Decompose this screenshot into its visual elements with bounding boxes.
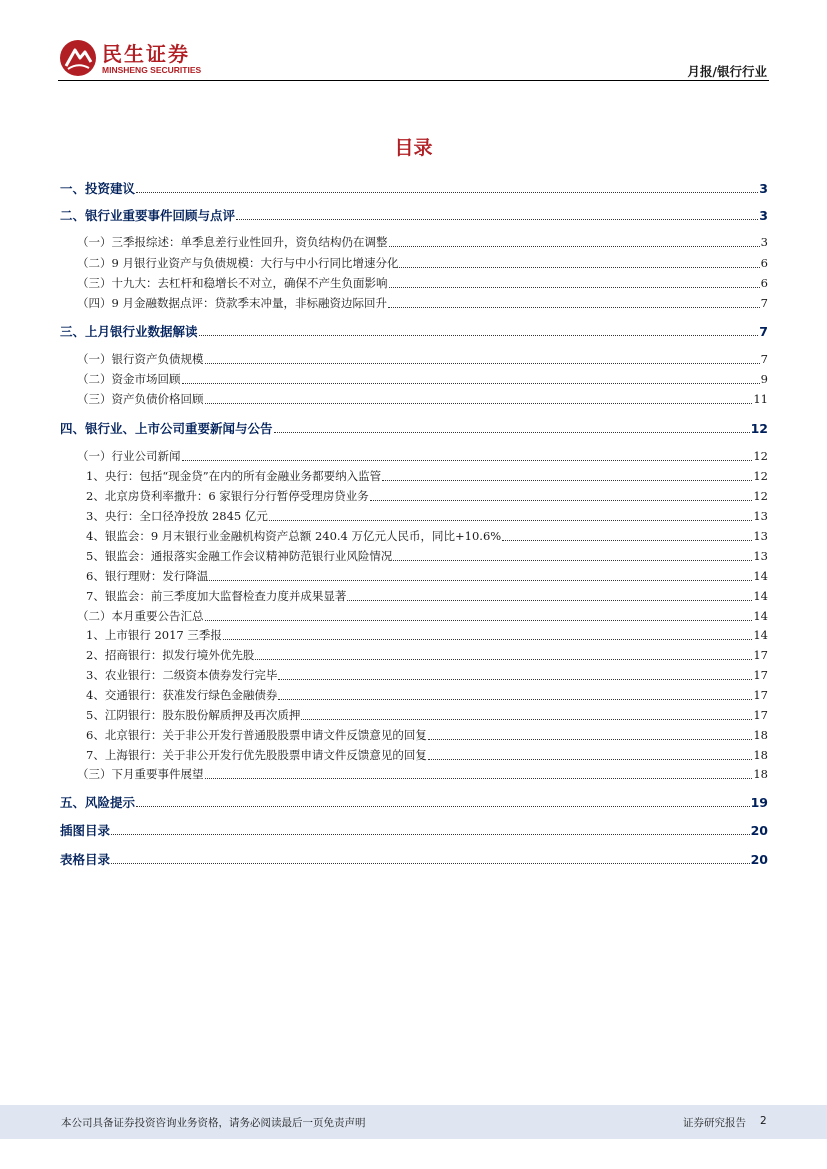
toc-entry-title: 五、风险提示 xyxy=(60,795,136,810)
toc-leader-dots xyxy=(255,659,752,660)
toc-leader-dots xyxy=(502,540,752,541)
toc-entry[interactable] xyxy=(60,324,768,339)
toc-leader-dots xyxy=(236,219,758,220)
toc-entry-page: 11 xyxy=(753,392,768,406)
toc-entry-page: 14 xyxy=(753,628,768,642)
toc-entry[interactable] xyxy=(60,748,768,763)
page-number: 2 xyxy=(760,1115,767,1127)
toc-entry[interactable] xyxy=(60,489,768,504)
brand-name-en: MINSHENG SECURITIES xyxy=(102,65,202,75)
toc-entry-page: 14 xyxy=(753,589,768,603)
toc-entry-title: 6、银行理财：发行降温 xyxy=(86,569,209,583)
toc-leader-dots xyxy=(301,719,752,720)
toc-entry-title: （二）资金市场回顾 xyxy=(77,372,181,386)
toc-entry-page: 17 xyxy=(753,668,768,682)
toc-entry-page: 17 xyxy=(753,708,768,722)
toc-leader-dots xyxy=(199,335,759,336)
toc-entry[interactable] xyxy=(60,823,768,838)
toc-entry-title: 7、上海银行：关于非公开发行优先股股票申请文件反馈意见的回复 xyxy=(86,748,427,762)
toc-entry-page: 20 xyxy=(750,823,768,838)
toc-entry[interactable] xyxy=(60,609,768,624)
toc-entry-page: 14 xyxy=(753,609,768,623)
footer-report-label: 证券研究报告 xyxy=(683,1117,746,1129)
toc-entry[interactable] xyxy=(60,421,768,436)
toc-entry-page: 7 xyxy=(760,352,768,366)
toc-entry[interactable] xyxy=(60,648,768,663)
toc-entry-title: 2、北京房贷利率撒升：6 家银行分行暂停受理房贷业务 xyxy=(86,489,369,503)
toc-entry[interactable] xyxy=(60,372,768,387)
toc-entry-page: 3 xyxy=(759,181,768,196)
toc-leader-dots xyxy=(382,480,752,481)
toc-entry[interactable] xyxy=(60,549,768,564)
toc-entry-title: 4、交通银行：获准发行绿色金融债券 xyxy=(86,688,278,702)
toc-leader-dots xyxy=(274,432,750,433)
toc-leader-dots xyxy=(209,580,752,581)
toc-entry-title: 2、招商银行：拟发行境外优先股 xyxy=(86,648,255,662)
toc-entry-page: 13 xyxy=(753,549,768,563)
toc-leader-dots xyxy=(182,460,753,461)
toc-entry[interactable] xyxy=(60,708,768,723)
header-divider xyxy=(58,80,769,81)
toc-leader-dots xyxy=(205,403,753,404)
toc-entry-title: 1、央行：包括“现金贷”在内的所有金融业务都要纳入监管 xyxy=(86,469,382,483)
toc-entry-page: 3 xyxy=(759,208,768,223)
toc-entry-title: 5、银监会：通报落实金融工作会议精神防范银行业风险情况 xyxy=(86,549,393,563)
toc-entry-page: 7 xyxy=(760,296,768,310)
toc-entry-title: （一）三季报综述：单季息差行业性回升，资负结构仍在调整 xyxy=(77,235,388,249)
toc-entry[interactable] xyxy=(60,296,768,311)
toc-entry-title: （三）资产负债价格回顾 xyxy=(77,392,204,406)
toc-leader-dots xyxy=(182,383,760,384)
toc-entry[interactable] xyxy=(60,276,768,291)
toc-entry[interactable] xyxy=(60,181,768,196)
toc-entry[interactable] xyxy=(60,529,768,544)
toc-entry[interactable] xyxy=(60,208,768,223)
toc-leader-dots xyxy=(278,679,752,680)
toc-entry-title: 6、北京银行：关于非公开发行普通股股票申请文件反馈意见的回复 xyxy=(86,728,427,742)
toc-entry-page: 12 xyxy=(753,449,768,463)
toc-entry[interactable] xyxy=(60,628,768,643)
toc-entry-title: （四）9 月金融数据点评：贷款季末冲量，非标融资边际回升 xyxy=(77,296,387,310)
toc-leader-dots xyxy=(347,600,752,601)
minsheng-logo-icon xyxy=(58,38,98,78)
toc-entry-page: 9 xyxy=(760,372,768,386)
toc-entry[interactable] xyxy=(60,589,768,604)
toc-entry-page: 6 xyxy=(760,276,768,290)
toc-entry[interactable] xyxy=(60,352,768,367)
toc-leader-dots xyxy=(388,307,760,308)
toc-leader-dots xyxy=(399,267,759,268)
toc-entry-title: 3、农业银行：二级资本债券发行完毕 xyxy=(86,668,278,682)
toc-entry[interactable] xyxy=(60,235,768,250)
page-header xyxy=(0,0,827,82)
toc-leader-dots xyxy=(111,863,750,864)
toc-entry-page: 7 xyxy=(759,324,768,339)
toc-entry-title: 表格目录 xyxy=(60,852,111,867)
toc-entry[interactable] xyxy=(60,795,768,810)
toc-entry-page: 13 xyxy=(753,529,768,543)
toc-leader-dots xyxy=(428,739,753,740)
toc-leader-dots xyxy=(389,287,760,288)
toc-leader-dots xyxy=(389,246,760,247)
toc-entry-title: 插图目录 xyxy=(60,823,111,838)
toc-entry[interactable] xyxy=(60,392,768,407)
toc-entry-page: 17 xyxy=(753,648,768,662)
toc-entry-page: 20 xyxy=(750,852,768,867)
toc-entry-title: 三、上月银行业数据解读 xyxy=(60,324,198,339)
toc-entry-page: 13 xyxy=(753,509,768,523)
toc-entry-page: 14 xyxy=(753,569,768,583)
toc-leader-dots xyxy=(136,806,750,807)
toc-entry-title: 4、银监会：9 月末银行业金融机构资产总额 240.4 万亿元人民币，同比+10.6% xyxy=(86,529,502,543)
toc-leader-dots xyxy=(370,500,753,501)
toc-entry[interactable] xyxy=(60,852,768,867)
toc-entry-page: 18 xyxy=(753,728,768,742)
toc-entry-page: 18 xyxy=(753,767,768,781)
toc-entry[interactable] xyxy=(60,688,768,703)
toc-entry[interactable] xyxy=(60,767,768,782)
toc-entry-title: 一、投资建议 xyxy=(60,181,136,196)
toc-leader-dots xyxy=(393,560,752,561)
toc-entry[interactable] xyxy=(60,569,768,584)
toc-entry-title: （一）行业公司新闻 xyxy=(77,449,181,463)
toc-entry-title: （二）本月重要公告汇总 xyxy=(77,609,204,623)
brand-name-cn: 民生证券 xyxy=(102,42,190,66)
toc-entry[interactable] xyxy=(60,449,768,464)
toc-entry-page: 12 xyxy=(753,489,768,503)
toc-leader-dots xyxy=(205,363,760,364)
toc-leader-dots xyxy=(111,834,750,835)
toc-entry-title: 3、央行：全口径净投放 2845 亿元 xyxy=(86,509,268,523)
toc-leader-dots xyxy=(136,192,758,193)
toc-entry-title: 1、上市银行 2017 三季报 xyxy=(86,628,222,642)
toc-entry-page: 12 xyxy=(750,421,768,436)
toc-entry-title: （三）下月重要事件展望 xyxy=(77,767,204,781)
toc-entry-title: 7、银监会：前三季度加大监督检查力度并成果显著 xyxy=(86,589,347,603)
toc-leader-dots xyxy=(205,620,753,621)
toc-entry-page: 6 xyxy=(760,256,768,270)
toc-entry-page: 17 xyxy=(753,688,768,702)
toc-entry-page: 19 xyxy=(750,795,768,810)
toc-entry-title: （一）银行资产负债规模 xyxy=(77,352,204,366)
toc-leader-dots xyxy=(278,699,752,700)
toc-entry[interactable] xyxy=(60,256,768,271)
toc-entry-title: （三）十九大：去杠杆和稳增长不对立，确保不产生负面影响 xyxy=(77,276,388,290)
toc-entry-page: 18 xyxy=(753,748,768,762)
toc-leader-dots xyxy=(205,778,753,779)
toc-leader-dots xyxy=(223,639,752,640)
toc-entry[interactable] xyxy=(60,469,768,484)
toc-entry-title: 二、银行业重要事件回顾与点评 xyxy=(60,208,236,223)
toc-leader-dots xyxy=(428,759,753,760)
toc-entry[interactable] xyxy=(60,509,768,524)
company-logo xyxy=(58,38,218,78)
toc-entry[interactable] xyxy=(60,728,768,743)
toc-entry-title: （二）9 月银行业资产与负债规模：大行与中小行同比增速分化 xyxy=(77,256,399,270)
toc-entry-title: 四、银行业、上市公司重要新闻与公告 xyxy=(60,421,273,436)
toc-entry-page: 12 xyxy=(753,469,768,483)
footer-disclaimer: 本公司具备证券投资咨询业务资格，请务必阅读最后一页免责声明 xyxy=(61,1117,366,1129)
toc-entry-title: 5、江阴银行：股东股份解质押及再次质押 xyxy=(86,708,301,722)
toc-leader-dots xyxy=(269,520,752,521)
report-type-label: 月报/银行行业 xyxy=(687,64,767,79)
toc-title: 目录 xyxy=(394,137,433,159)
toc-entry[interactable] xyxy=(60,668,768,683)
page-footer xyxy=(0,1105,827,1139)
toc-entry-page: 3 xyxy=(760,235,768,249)
